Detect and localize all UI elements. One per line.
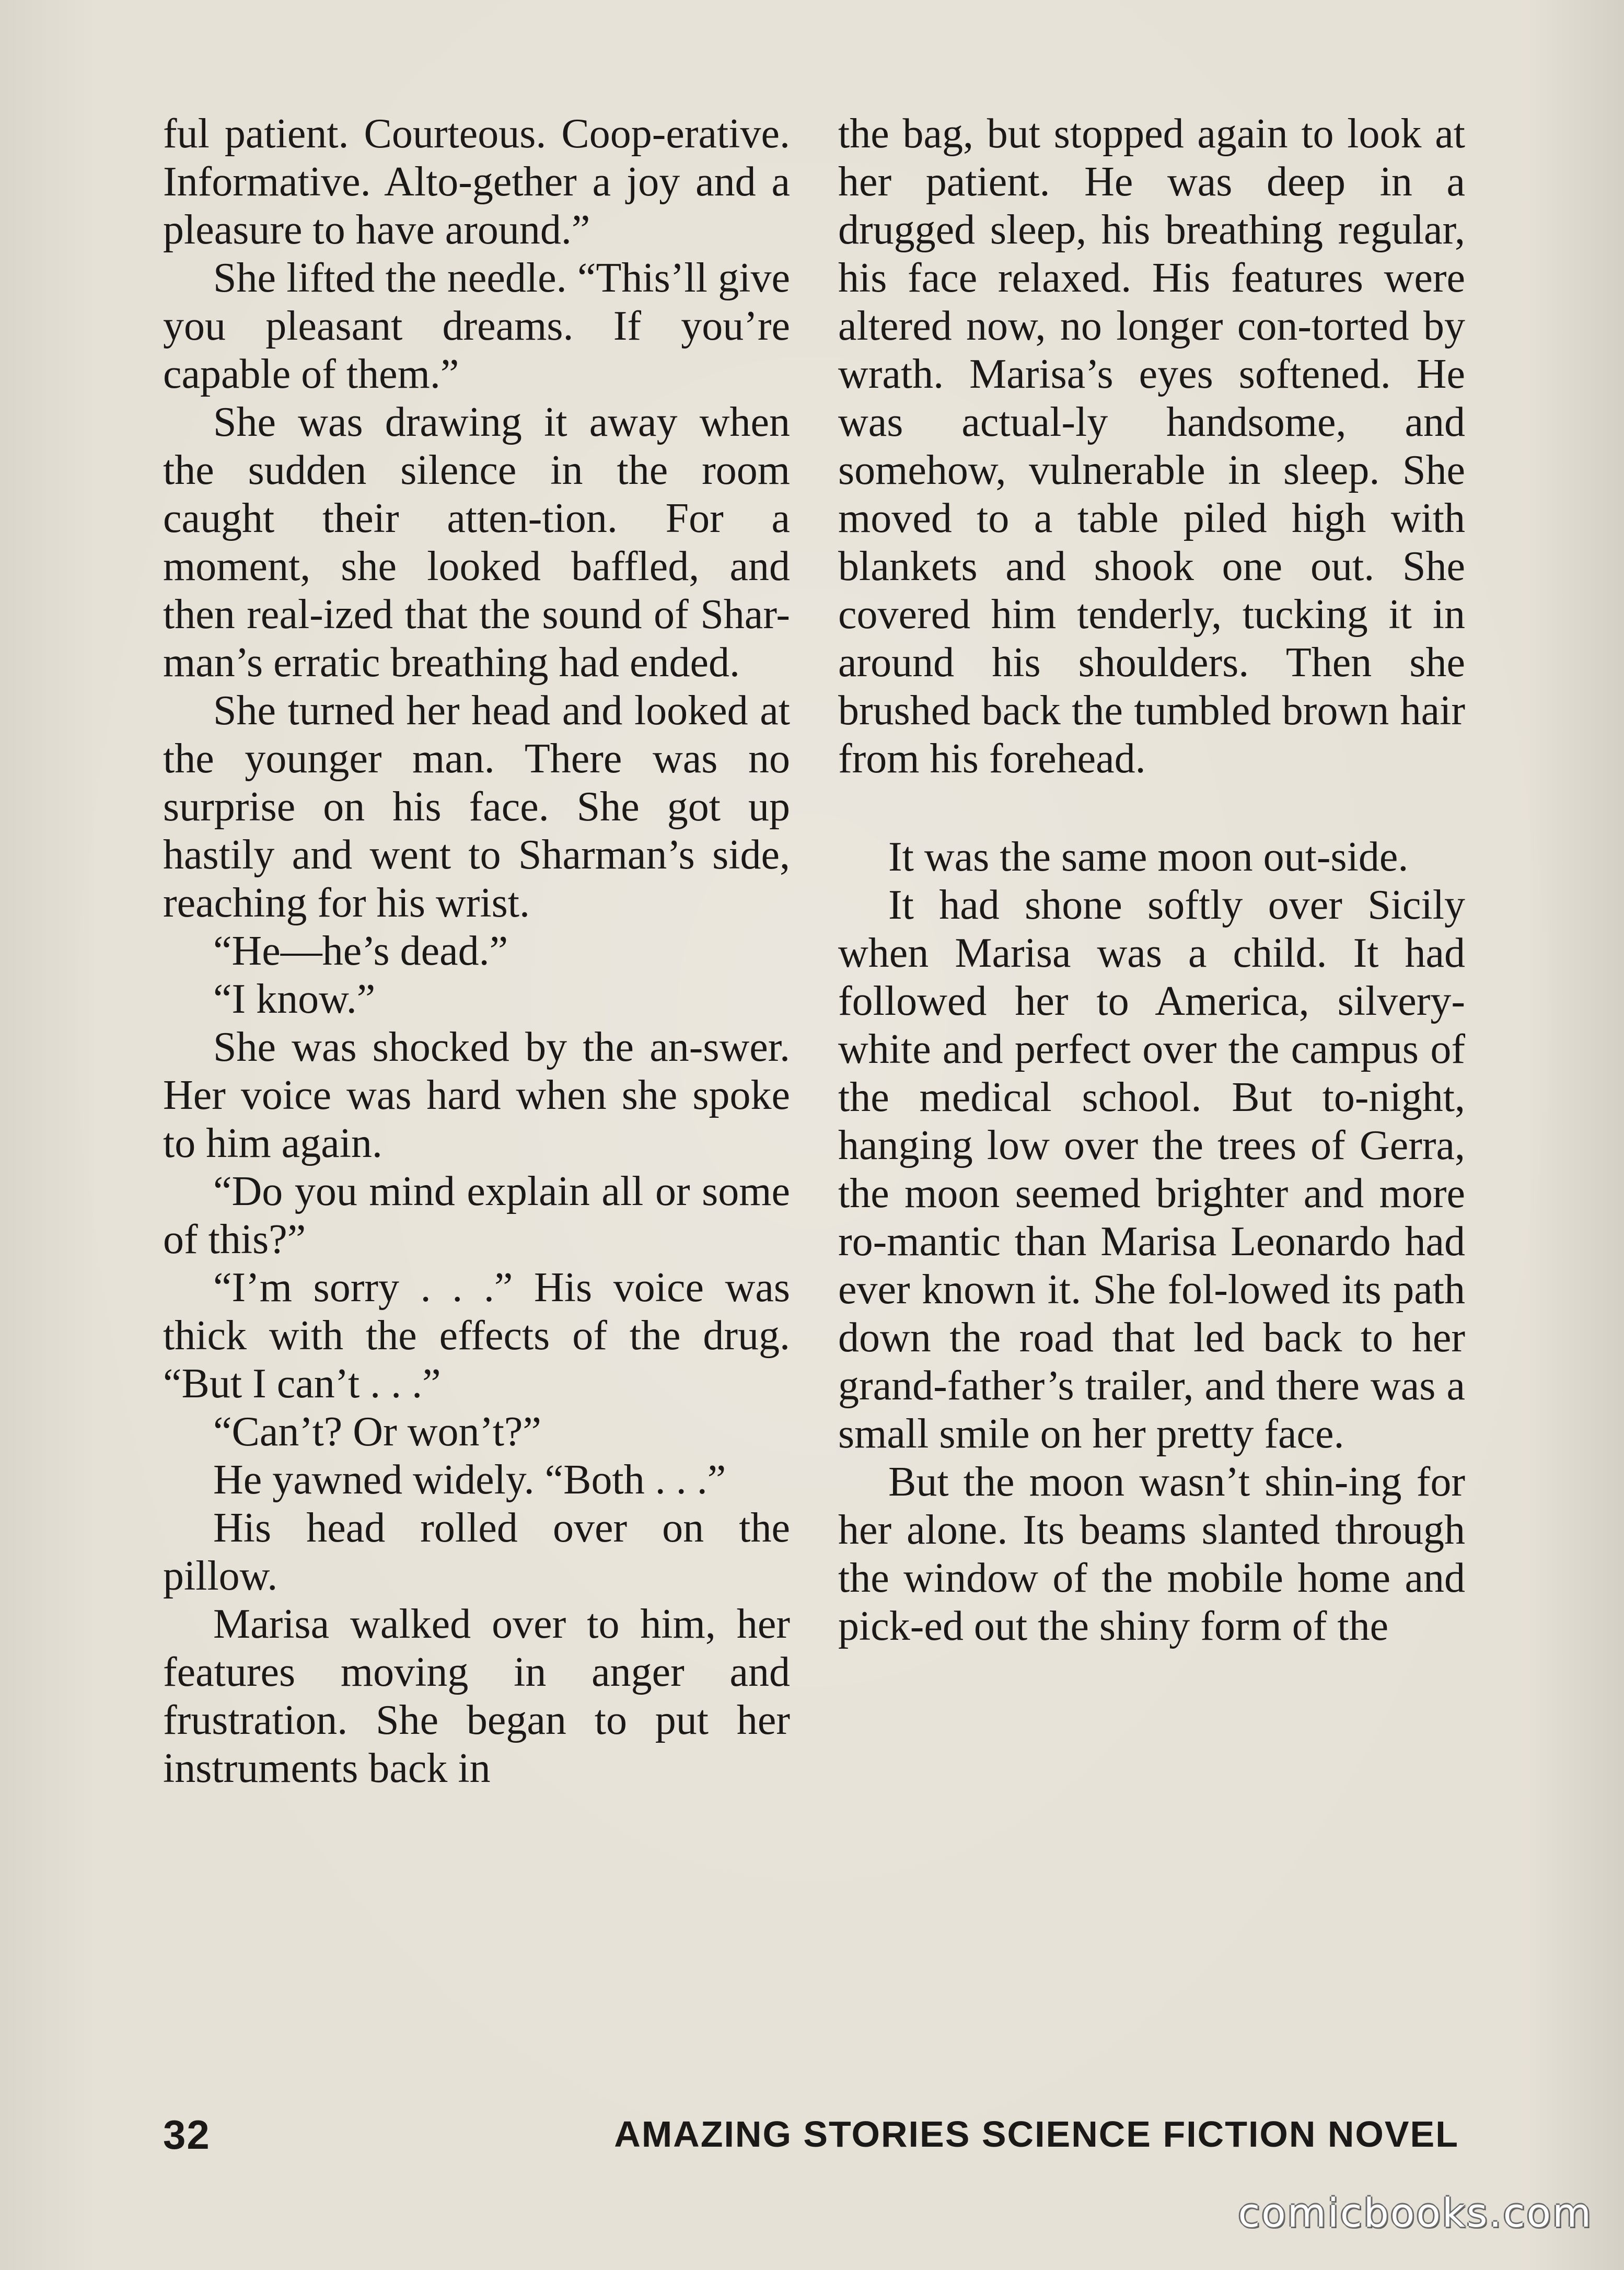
paragraph: She turned her head and looked at the younger man. There was no surprise on his face. She got up hastily and went to Sharman’s side, reaching for his wrist. xyxy=(163,688,790,926)
paragraph: But the moon wasn’t shin-ing for her alone. Its beams slanted through the window of the mobile home and pick-ed out the shiny form of the xyxy=(838,1459,1465,1649)
paragraph: ful patient. Courteous. Coop-erative. Informative. Alto-gether a joy and a pleasure to have around.” xyxy=(163,111,790,253)
paragraph: “I’m sorry . . .” His voice was thick with the effects of the drug. “But I can’t . . .” xyxy=(163,1265,790,1407)
paragraph: “He—he’s dead.” xyxy=(213,928,508,974)
running-head: AMAZING STORIES SCIENCE FICTION NOVEL xyxy=(614,2114,1459,2155)
section-break-paragraph: It was the same moon out-side. xyxy=(888,834,1409,880)
paragraph: She was drawing it away when the sudden silence in the room caught their atten-tion. For a moment, she looked baffled, and then real-ized that the sound of Shar-man’s erratic breathing had ended. xyxy=(163,399,790,686)
paragraph: the bag, but stopped again to look at her patient. He was deep in a drugged sleep, his breathing regular, his face relaxed. His features were altered now, no longer con-torted by wrath. Marisa’s eyes softened. He was actual-ly handsome, and somehow, vulnerable in sleep. She moved to a table piled high with blankets and shook one out. She covered him tenderly, tucking it in around his shoulders. Then she brushed back the tumbled brown hair from his forehead. xyxy=(838,111,1465,782)
paragraph: “Do you mind explain all or some of this?” xyxy=(163,1168,790,1263)
paragraph: She lifted the needle. “This’ll give you pleasant dreams. If you’re capable of them.” xyxy=(163,255,790,397)
paragraph: His head rolled over on the pillow. xyxy=(163,1505,790,1599)
right-text-column xyxy=(838,110,1465,1650)
paragraph: “Can’t? Or won’t?” xyxy=(213,1409,541,1455)
watermark: comicbooks.com xyxy=(1238,2190,1593,2236)
page-number: 32 xyxy=(163,2112,211,2158)
paragraph: It had shone softly over Sicily when Marisa was a child. It had followed her to America, silvery-white and perfect over the campus of the medical school. But to-night, hanging low over the trees of Gerra, the moon seemed brighter and more ro-mantic than Marisa Leonardo had ever known it. She fol-lowed its path down the road that led back to her grand-father’s trailer, and there was a small smile on her pretty face. xyxy=(838,882,1465,1457)
left-text-column xyxy=(163,110,790,1792)
paragraph: Marisa walked over to him, her features moving in anger and frustration. She began to put her instruments back in xyxy=(163,1601,790,1791)
page-footer xyxy=(163,2111,1459,2169)
paragraph: “I know.” xyxy=(213,976,376,1022)
paragraph: He yawned widely. “Both . . .” xyxy=(213,1457,726,1503)
paragraph: She was shocked by the an-swer. Her voice was hard when she spoke to him again. xyxy=(163,1024,790,1166)
